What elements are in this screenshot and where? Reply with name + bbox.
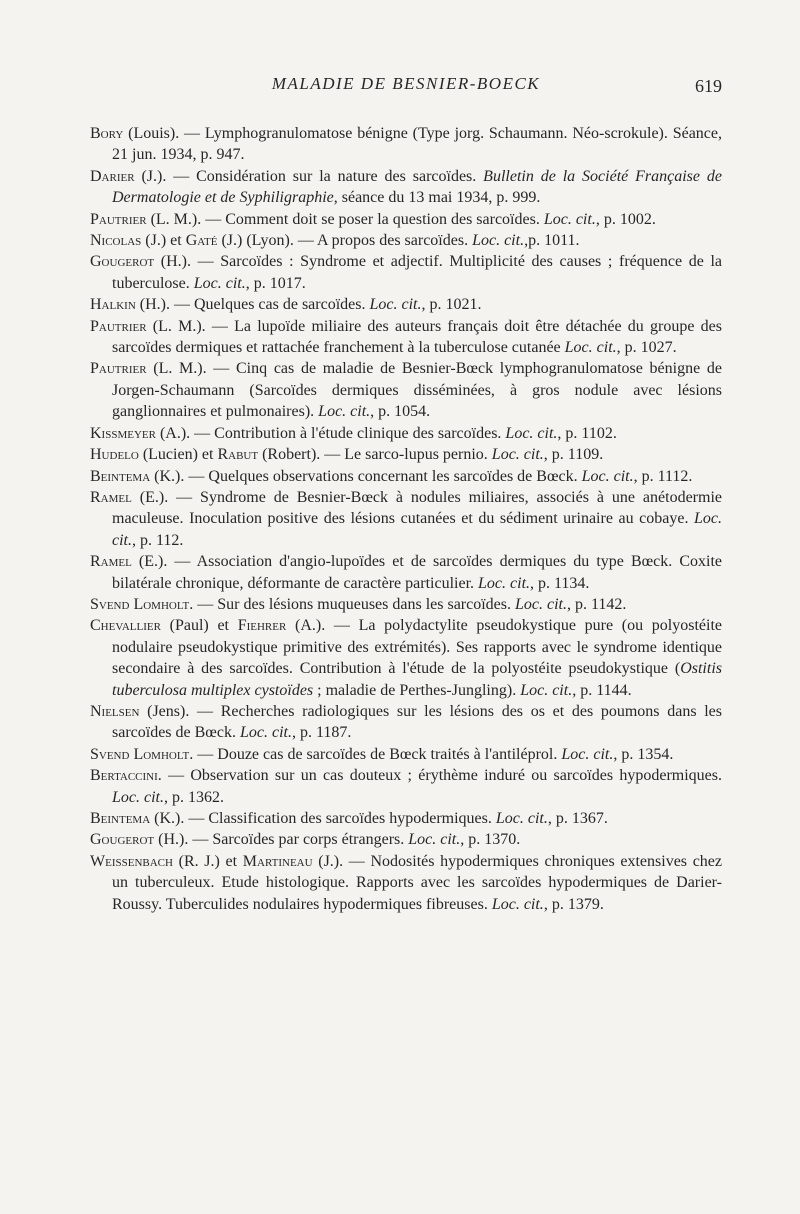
reference-author: Bory xyxy=(90,125,124,142)
reference-text: (L. M.). — Cinq cas de maladie de Besnier-Bœck lymphogranulomatose bénigne de Jorgen-Schaumann (Sarcoïdes dermiques disséminées, à gros nodule avec lésions ganglionnaires et pulmonaires). xyxy=(112,360,722,421)
reference-author: Svend Lomholt xyxy=(90,595,190,613)
reference-text: (E.). — Association d'angio-lupoïdes et de sarcoïdes dermiques du type Bœck. Coxite bilatérale chronique, déformante de caractère particulier. xyxy=(112,553,722,592)
reference-text: (K.). — Quelques observations concernant les sarcoïdes de Bœck. xyxy=(150,467,582,485)
reference-text: (J.). — Nodosités hypodermiques chroniques extensives chez un tuberculeux. Etude histologique. Rapports avec les sarcoïdes hypodermiques de Darier-Roussy. Tuberculides nodulaires hypodermiques fibreuses. xyxy=(112,852,723,913)
reference-author: Gougerot xyxy=(90,831,155,849)
reference-journal: Bulletin de la Société Française de Dermatologie et de Syphiligraphie xyxy=(112,167,722,207)
reference-author: Pautrier xyxy=(90,360,147,378)
reference-entry xyxy=(90,123,722,166)
reference-loc-cit: Loc. cit. xyxy=(478,574,531,592)
reference-text: (R. J.) et xyxy=(172,852,243,870)
page-number: 619 xyxy=(695,76,722,96)
reference-list xyxy=(90,123,722,915)
reference-text: (A.). — Contribution à l'étude clinique des sarcoïdes. xyxy=(155,424,506,442)
reference-entry xyxy=(90,765,722,808)
reference-text: , p. 1017. xyxy=(245,274,306,292)
reference-author: Gougerot xyxy=(90,253,155,271)
reference-latin-title: Ostitis tuberculosa multiplex cystoïdes xyxy=(112,660,722,699)
reference-author: Darier xyxy=(90,167,135,185)
reference-text: , p. 1362. xyxy=(164,788,224,806)
reference-loc-cit: Loc. cit. xyxy=(520,681,573,699)
reference-text: , p. 1112. xyxy=(633,467,693,485)
reference-text: , p. 112. xyxy=(132,531,184,549)
reference-text: ; maladie de Perthes-Jungling). xyxy=(313,681,521,699)
reference-text: , p. 1142. xyxy=(567,595,627,613)
reference-text: (Paul) et xyxy=(160,617,238,635)
reference-text: , p. 1134. xyxy=(530,574,590,592)
reference-text: , p. 1021. xyxy=(421,296,482,314)
reference-text: ,p. 1011. xyxy=(524,232,580,250)
reference-entry xyxy=(90,294,722,315)
reference-entry xyxy=(90,444,722,465)
reference-text: (J.). — Considération sur la nature des sarcoïdes. xyxy=(134,167,484,185)
reference-entry xyxy=(90,594,722,615)
reference-entry xyxy=(90,358,722,422)
reference-loc-cit: Loc. cit. xyxy=(543,210,596,228)
reference-loc-cit: Loc. cit. xyxy=(564,339,617,357)
reference-loc-cit: Loc. cit. xyxy=(369,296,422,314)
reference-text: , p. 1144. xyxy=(572,681,632,699)
reference-text: , p. 1109. xyxy=(543,446,604,464)
reference-text: , p. 1002. xyxy=(595,210,656,228)
reference-entry xyxy=(90,209,722,230)
reference-text: . — Sur des lésions muqueuses dans les sarcoïdes. xyxy=(189,595,515,613)
reference-author: Beintema xyxy=(90,810,151,827)
reference-text: (L. M.). — Comment doit se poser la question des sarcoïdes. xyxy=(146,210,544,228)
reference-author: Weissenbach xyxy=(90,852,173,870)
reference-entry xyxy=(90,615,722,701)
reference-author: Beintema xyxy=(90,467,151,485)
reference-entry xyxy=(90,487,722,551)
reference-text: , p. 1054. xyxy=(370,403,431,421)
reference-text: (A.). — La polydactylite pseudokystique pure (ou polyostéite nodulaire pseudokystique primitive des extrémités). Ses rapports avec le syndrome identique secondaire à des sarcoïdes. Contribution à l'étude de la polyostéite pseudokystique ( xyxy=(112,617,722,678)
reference-text: (E.). — Syndrome de Besnier-Bœck à nodules miliaires, associés à une anétodermie maculeuse. Inoculation positive des lésions cutanées et du sédiment urinaire au cobaye. xyxy=(112,488,722,528)
reference-text: , séance du 13 mai 1934, p. 999. xyxy=(333,189,541,207)
reference-entry xyxy=(90,808,722,829)
reference-text: , p. 1370. xyxy=(460,831,521,849)
reference-loc-cit: Loc. cit. xyxy=(193,274,246,292)
reference-author: Ramel xyxy=(90,488,132,506)
reference-text: , p. 1187. xyxy=(291,724,352,742)
reference-text: (K.). — Classification des sarcoïdes hypodermiques. xyxy=(150,810,496,827)
reference-loc-cit: Loc. cit. xyxy=(112,788,164,806)
reference-loc-cit: Loc. cit. xyxy=(239,724,292,742)
reference-text: , p. 1354. xyxy=(613,745,674,763)
reference-text: (Lucien) et xyxy=(138,446,218,464)
reference-author: Martineau xyxy=(242,852,313,870)
reference-entry xyxy=(90,230,722,251)
reference-author: Pautrier xyxy=(90,210,147,228)
reference-entry xyxy=(90,744,722,765)
reference-author: Nielsen xyxy=(90,702,140,720)
reference-text: (Louis). — Lymphogranulomatose bénigne (Type jorg. Schaumann. Néo-scrokule). Séance, 21 jun. 1934, p. 947. xyxy=(112,125,722,164)
reference-author: Gaté xyxy=(185,232,218,250)
reference-author: Halkin xyxy=(90,296,136,314)
reference-text: (J.) et xyxy=(141,232,186,250)
reference-loc-cit: Loc. cit. xyxy=(515,595,567,613)
reference-loc-cit: Loc. cit. xyxy=(495,810,548,827)
reference-author: Svend Lomholt xyxy=(90,745,190,763)
reference-loc-cit: Loc. cit. xyxy=(491,895,544,913)
reference-loc-cit: Loc. cit. xyxy=(318,403,371,421)
reference-text: . — Douze cas de sarcoïdes de Bœck traités à l'antiléprol. xyxy=(189,745,562,763)
reference-loc-cit: Loc. cit. xyxy=(112,510,722,549)
reference-text: (Robert). — Le sarco-lupus pernio. xyxy=(258,446,492,464)
reference-text: . — Observation sur un cas douteux ; érythème induré ou sarcoïdes hypodermiques. xyxy=(157,767,722,785)
reference-text: (H.). — Sarcoïdes par corps étrangers. xyxy=(154,831,409,849)
reference-entry xyxy=(90,466,722,487)
reference-text: , p. 1379. xyxy=(543,895,604,913)
reference-loc-cit: Loc. cit. xyxy=(408,831,461,849)
reference-author: Kissmeyer xyxy=(90,424,156,442)
reference-entry xyxy=(90,551,722,594)
reference-text: (L. M.). — La lupoïde miliaire des auteurs français doit être détachée du groupe des sarcoïdes dermiques et rattachée franchement à la tuberculose cutanée xyxy=(112,317,722,357)
reference-text: (H.). — Sarcoïdes : Syndrome et adjectif. Multiplicité des causes ; fréquence de la tuberculose. xyxy=(112,253,722,292)
reference-text: , p. 1367. xyxy=(547,810,608,827)
page-header xyxy=(90,74,722,104)
reference-loc-cit: Loc. cit. xyxy=(472,232,525,250)
reference-loc-cit: Loc. cit. xyxy=(561,745,614,763)
reference-author: Hudelo xyxy=(90,446,139,464)
reference-entry xyxy=(90,829,722,850)
reference-entry xyxy=(90,166,722,209)
reference-entry xyxy=(90,851,722,915)
reference-entry xyxy=(90,251,722,294)
reference-loc-cit: Loc. cit. xyxy=(581,467,634,485)
reference-loc-cit: Loc. cit. xyxy=(491,446,544,464)
reference-text: , p. 1102. xyxy=(557,424,617,442)
reference-text: (H.). — Quelques cas de sarcoïdes. xyxy=(135,296,370,314)
reference-author: Nicolas xyxy=(90,232,142,250)
reference-author: Pautrier xyxy=(90,317,147,335)
reference-entry xyxy=(90,316,722,359)
reference-entry xyxy=(90,423,722,444)
reference-loc-cit: Loc. cit. xyxy=(505,424,558,442)
reference-entry xyxy=(90,701,722,744)
running-title: MALADIE DE BESNIER-BOECK xyxy=(271,74,541,93)
reference-author: Chevallier xyxy=(90,617,161,635)
reference-text: , p. 1027. xyxy=(616,339,677,357)
reference-author: Fiehrer xyxy=(237,617,287,635)
reference-text: (J.) (Lyon). — A propos des sarcoïdes. xyxy=(217,232,473,250)
reference-author: Ramel xyxy=(90,553,132,571)
reference-author: Bertaccini xyxy=(90,767,158,785)
reference-author: Rabut xyxy=(217,446,259,464)
reference-text: (Jens). — Recherches radiologiques sur les lésions des os et des poumons dans les sarcoïdes de Bœck. xyxy=(112,702,722,742)
